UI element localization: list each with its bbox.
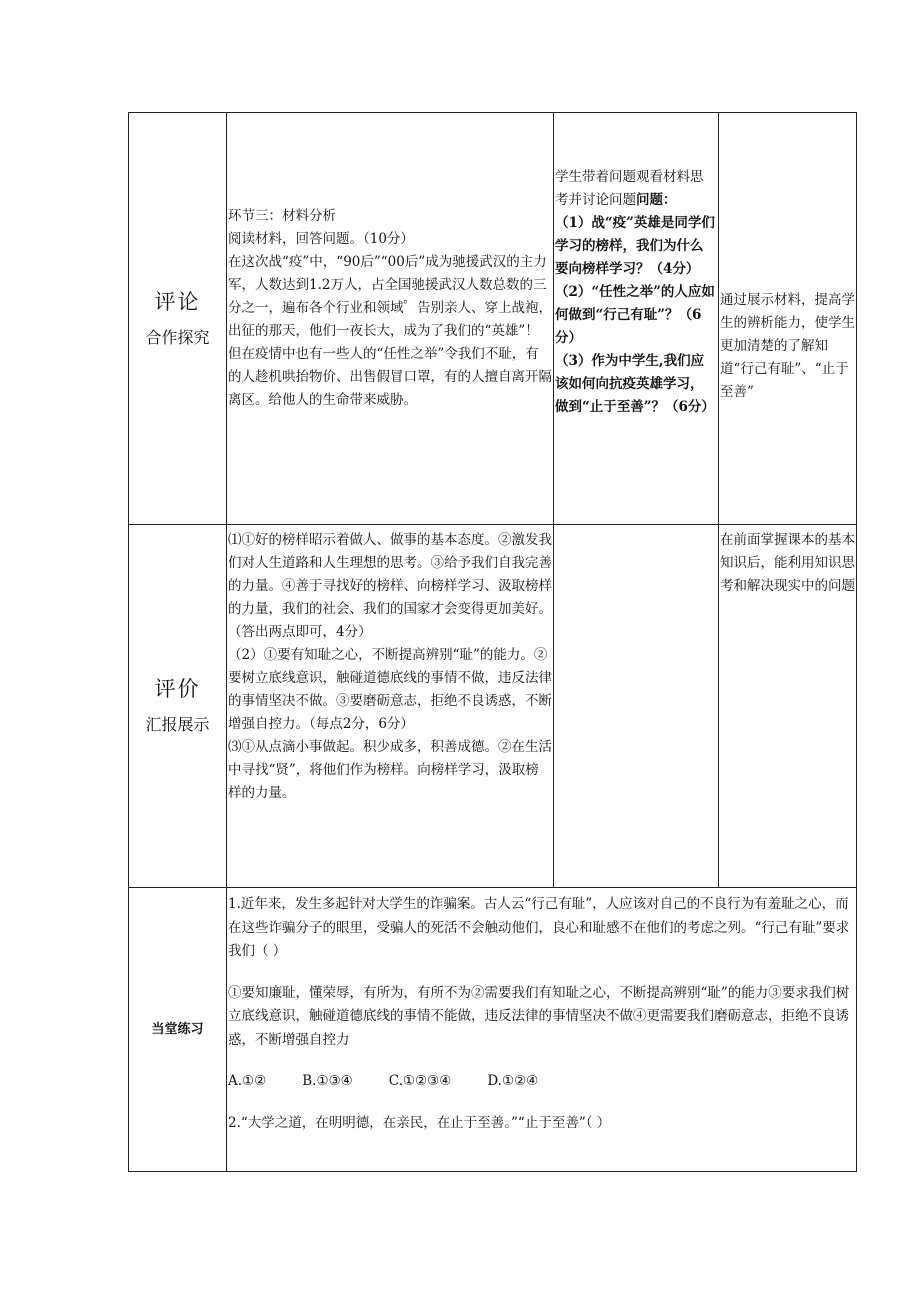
row2-purpose-text: 在前面掌握课本的基本知识后，能利用知识思考和解决现实中的问题 <box>720 532 855 594</box>
choice-c: C.①②③④ <box>388 1073 452 1089</box>
row3-label-cell <box>129 888 226 1171</box>
row3-content-cell <box>228 893 854 1135</box>
row1-label-sub: 合作探究 <box>145 327 210 347</box>
row2-label-sub: 汇报展示 <box>145 715 210 734</box>
row-divider-2 <box>129 887 856 888</box>
choice-d: D.①②④ <box>487 1073 539 1089</box>
row1-question-2: （2）“任性之举”的人应如何做到“行己有耻”？（6分） <box>555 284 715 346</box>
row2-answer-2: （2）①要有知耻之心，不断提高辨别“耻”的能力。②要树立底线意识，触碰道德底线的事情不做，违反法律的事情坚决不做。③要磨砺意志，拒绝不良诱惑，不断增强自控力。（每点2分，6分） <box>228 647 552 732</box>
row1-label-cell <box>129 113 226 524</box>
row1-purpose-text: 通过展示材料，提高学生的辨析能力，使学生更加清楚的了解知道“行己有耻”、“止于至善” <box>720 292 855 400</box>
row1-activity-intro <box>555 166 716 212</box>
exercise-question-1-choices <box>228 1070 854 1094</box>
row2-purpose-cell <box>720 529 856 598</box>
row2-label-cell <box>129 525 226 887</box>
row1-activity-cell <box>555 166 716 419</box>
exercise-question-1-statements: ①要知廉耻，懂荣辱，有所为，有所不为②需要我们有知耻之心，不断提高辨别“耻”的能力③要求我们树立底线意识，触碰道德底线的事情不能做，违反法律的事情坚决不做④更需要我们磨砺意志，拒绝不良诱惑，不断增强自控力 <box>228 984 850 1048</box>
row1-instruction: 阅读材料，回答问题。（10分） <box>228 231 414 247</box>
row1-material-text: 在这次战“疫”中，“90后”“00后”成为驰援武汉的主力军，人数达到1.2万人，占全国驰援武汉人数总数的三分之一，遍布各个行业和领域゜告别亲人、穿上战袍，出征的那天，他们一夜长大，成为了我们的“英雄”！但在疫情中也有一些人的“任性之举”令我们不耻，有的人趁机哄抬物价、出售假冒口罩，有的人擅自离开隔离区。给他人的生命带来威胁。 <box>228 254 552 408</box>
row3-label-main: 当堂练习 <box>151 1022 204 1037</box>
lesson-plan-table <box>128 112 857 1172</box>
row-divider-1 <box>129 524 856 525</box>
col-divider-3 <box>718 113 719 887</box>
col-divider-1 <box>226 113 227 1171</box>
row1-purpose-cell <box>720 289 856 404</box>
row2-label-main: 评价 <box>154 677 201 701</box>
row1-question-3: （3）作为中学生,我们应该如何向抗疫英雄学习，做到“止于至善”？（6分） <box>555 353 715 415</box>
row2-content-cell <box>228 529 552 805</box>
row1-label-main: 评论 <box>154 289 201 314</box>
row1-content-cell <box>228 205 552 412</box>
row2-answer-1: ⑴①好的榜样昭示着做人、做事的基本态度。②激发我们对人生道路和人生理想的思考。③给予我们自我完善的力量。④善于寻找好的榜样、向榜样学习、汲取榜样的力量，我们的社会、我们的国家才会变得更加美好。（答出两点即可，4分） <box>228 532 552 640</box>
choice-b: B.①③④ <box>302 1073 353 1089</box>
exercise-question-1: 1.近年来，发生多起针对大学生的诈骗案。古人云“行己有耻”，人应该对自己的不良行为有羞耻之心，而在这些诈骗分子的眼里，受骗人的死活不会触动他们，良心和耻感不在他们的考虑之列。“行己有耻”要求我们（ ） <box>228 896 850 959</box>
row1-section-title: 环节三：材料分析 <box>228 208 336 224</box>
row1-activity-intro-text: 学生带着问题观看材料思考并讨论问题 <box>555 169 704 208</box>
row1-question-1: （1）战“疫”英雄是同学们学习的榜样，我们为什么要向榜样学习？（4分） <box>555 215 715 277</box>
row1-activity-head: 问题： <box>636 192 677 208</box>
exercise-question-2: 2.“大学之道，在明明德，在亲民，在止于至善。”“止于至善”（ ） <box>228 1114 611 1131</box>
col-divider-2 <box>553 113 554 887</box>
choice-a: A.①② <box>228 1073 267 1089</box>
row2-answer-3: ⑶①从点滴小事做起。积少成多，积善成德。②在生活中寻找“贤”，将他们作为榜样。向榜样学习，汲取榜样的力量。 <box>228 739 552 801</box>
